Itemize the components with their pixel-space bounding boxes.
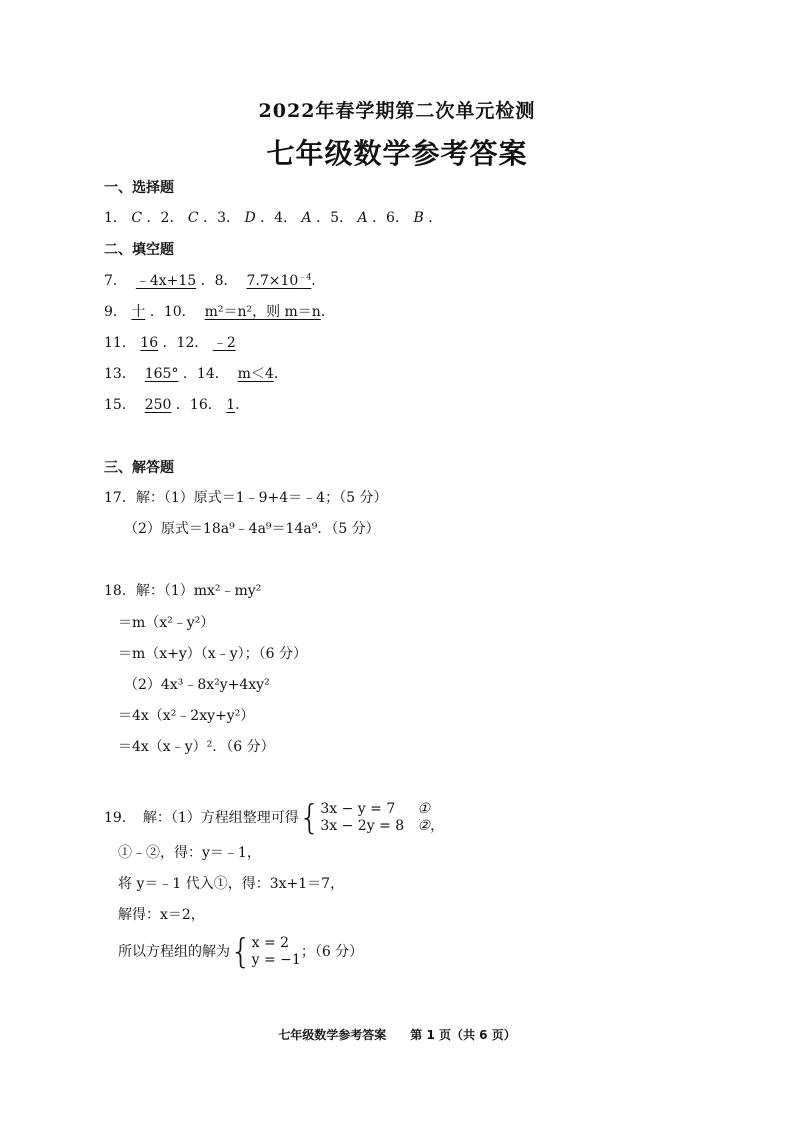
answer-16: 1 xyxy=(226,397,236,413)
section-fill-heading: 二、填空题 xyxy=(104,242,174,258)
fill-row-9-10: 9． 十 ．10． m²＝n²，则 m＝n． xyxy=(104,304,335,320)
q18-line-5: ＝4x（x²﹣2xy+y²） xyxy=(118,708,255,724)
answer-7: ﹣4x+15 xyxy=(135,273,197,289)
q18-line-1: 18．解：（1）mx²﹣my² xyxy=(104,583,262,599)
q19-line-4: 解得：x＝2， xyxy=(118,907,205,923)
q18-line-3: ＝m（x+y）（x﹣y）；（6 分） xyxy=(118,646,307,662)
q18-line-2: ＝m（x²﹣y²） xyxy=(118,615,215,631)
fill-row-15-16: 15． 250 ．16． 1． xyxy=(104,397,250,413)
choice-answers-row: 1． C ．2． C ．3． D ．4． A ．5． A ．6． B ． xyxy=(104,210,443,226)
answer-12: ﹣2 xyxy=(212,335,236,351)
equation-1: 3x − y = 7 ① xyxy=(320,801,431,817)
q18-line-4: （2）4x³﹣8x²y+4xy² xyxy=(124,677,270,693)
equation-2: 3x − 2y = 8 ②， xyxy=(320,818,445,834)
exam-title: 2022年春学期第二次单元检测 xyxy=(258,100,536,122)
q19-line-3: 将 y＝﹣1 代入①，得：3x+1＝7， xyxy=(118,876,345,892)
answer-14: m＜4 xyxy=(237,366,274,382)
section-choice-heading: 一、选择题 xyxy=(104,180,174,196)
system-brace-icon: { xyxy=(298,798,321,838)
equation-system xyxy=(320,801,444,835)
q17-line-2: （2）原式＝18a⁹﹣4a⁹＝14a⁹．（5 分） xyxy=(124,521,380,537)
solution-brace-icon: { xyxy=(230,932,252,972)
q19-line-2: ①﹣②，得：y＝﹣1， xyxy=(118,845,261,861)
solution-system: x = 2 y = −1 xyxy=(251,935,301,968)
fill-row-13-14: 13． 165° ．14． m＜4． xyxy=(104,366,288,382)
q19-line-5: 所以方程组的解为{x = 2 y = −1；（6 分） xyxy=(118,932,364,972)
fill-row-11-12: 11． 16 ．12． ﹣2 xyxy=(104,335,236,351)
q19-line-1: 19． 解：（1）方程组整理可得{3x − y = 7 ① 3x − 2y = 8 ②， xyxy=(104,798,445,838)
section-solve-heading: 三、解答题 xyxy=(104,460,174,476)
answer-9: 十 xyxy=(131,304,146,320)
answer-15: 250 xyxy=(144,397,172,413)
answer-10: m²＝n²，则 m＝n xyxy=(204,304,321,320)
page-footer: 七年级数学参考答案 第 1 页（共 6 页） xyxy=(278,1028,516,1042)
q17-line-1: 17．解：（1）原式＝1﹣9+4＝﹣4；（5 分） xyxy=(104,490,388,506)
answer-key-title: 七年级数学参考答案 xyxy=(266,137,528,170)
fill-row-7-8: 7． ﹣4x+15 ．8． $7.7\times 10^{﹣4}$． xyxy=(104,272,326,289)
answer-11: 16 xyxy=(140,335,159,351)
answer-8: $7.7\times 10^{﹣4}$ xyxy=(246,272,312,289)
q18-line-6: ＝4x（x﹣y）²．（6 分） xyxy=(118,739,275,755)
answer-13: 165° xyxy=(144,366,179,382)
